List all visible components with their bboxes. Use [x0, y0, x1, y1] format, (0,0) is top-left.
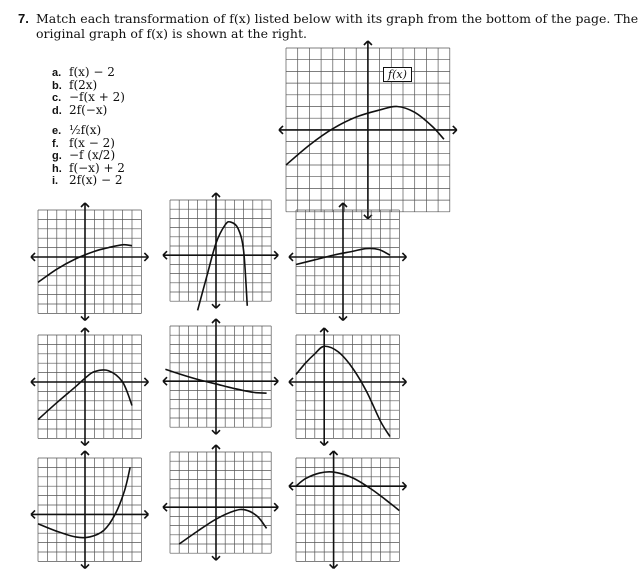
item-letter: g.	[52, 150, 62, 162]
graph-svg	[170, 326, 271, 427]
graph-svg	[38, 335, 141, 438]
graph-svg	[296, 335, 399, 438]
question-text	[36, 11, 638, 41]
item-expression: 2f(x) − 2	[69, 173, 123, 187]
item-letter: e.	[52, 125, 62, 137]
item-expression: f(x − 2)	[69, 135, 115, 150]
item-letter: d.	[52, 104, 62, 117]
answer-graph-1	[38, 210, 141, 313]
axes	[163, 193, 278, 308]
grid	[170, 452, 271, 553]
question-line-2: original graph of f(x) is shown at the right.	[36, 26, 307, 41]
graph-svg	[170, 452, 271, 553]
item-expression: f(−x) + 2	[69, 160, 125, 175]
graph-svg	[296, 458, 399, 561]
graph-svg	[296, 210, 399, 313]
item-expression: f(2x)	[69, 77, 98, 92]
function-curve	[38, 467, 130, 537]
grid	[296, 458, 399, 561]
axes	[31, 328, 148, 445]
item-expression: ½f(x)	[69, 123, 102, 137]
axes	[31, 203, 148, 320]
item-expression: f(x) − 2	[69, 65, 115, 79]
list-item	[52, 174, 125, 187]
answer-graph-3	[296, 210, 399, 313]
transformations-list-1	[52, 66, 125, 116]
item-expression: −f (x/2)	[69, 148, 116, 162]
function-curve	[198, 222, 248, 311]
axes	[279, 41, 457, 219]
item-letter: i.	[52, 175, 59, 187]
item-letter: c.	[52, 92, 62, 104]
item-letter: b.	[52, 79, 62, 92]
question-line-1: Match each transformation of f(x) listed below with its graph from the bottom of the page. The	[36, 11, 638, 26]
axes	[289, 328, 406, 445]
original-graph-label: f(x)	[383, 67, 412, 82]
graph-svg	[38, 458, 141, 561]
grid	[296, 335, 399, 438]
transformations-list-2	[52, 124, 125, 187]
item-expression: −f(x + 2)	[69, 90, 125, 104]
grid	[170, 326, 271, 427]
axes	[31, 451, 148, 568]
graph-svg	[170, 200, 271, 301]
item-letter: f.	[52, 137, 59, 150]
grid	[38, 458, 141, 561]
grid	[170, 200, 271, 301]
question-number: 7.	[18, 11, 29, 26]
function-curve	[179, 509, 266, 544]
axes	[163, 319, 278, 434]
graph-svg	[38, 210, 141, 313]
item-expression: 2f(−x)	[69, 102, 108, 117]
answer-graph-9	[296, 458, 399, 561]
answer-graph-7	[38, 458, 141, 561]
answer-graph-5	[170, 326, 271, 427]
graph-svg	[286, 48, 450, 212]
item-letter: a.	[52, 67, 62, 79]
answer-graph-8	[170, 452, 271, 553]
answer-graph-2	[170, 200, 271, 301]
answer-graph-6	[296, 335, 399, 438]
axes	[289, 451, 406, 568]
answer-graph-4	[38, 335, 141, 438]
item-letter: h.	[52, 162, 62, 175]
grid	[296, 210, 399, 313]
list-item	[52, 104, 125, 117]
grid	[38, 210, 141, 313]
original-graph	[286, 48, 450, 212]
